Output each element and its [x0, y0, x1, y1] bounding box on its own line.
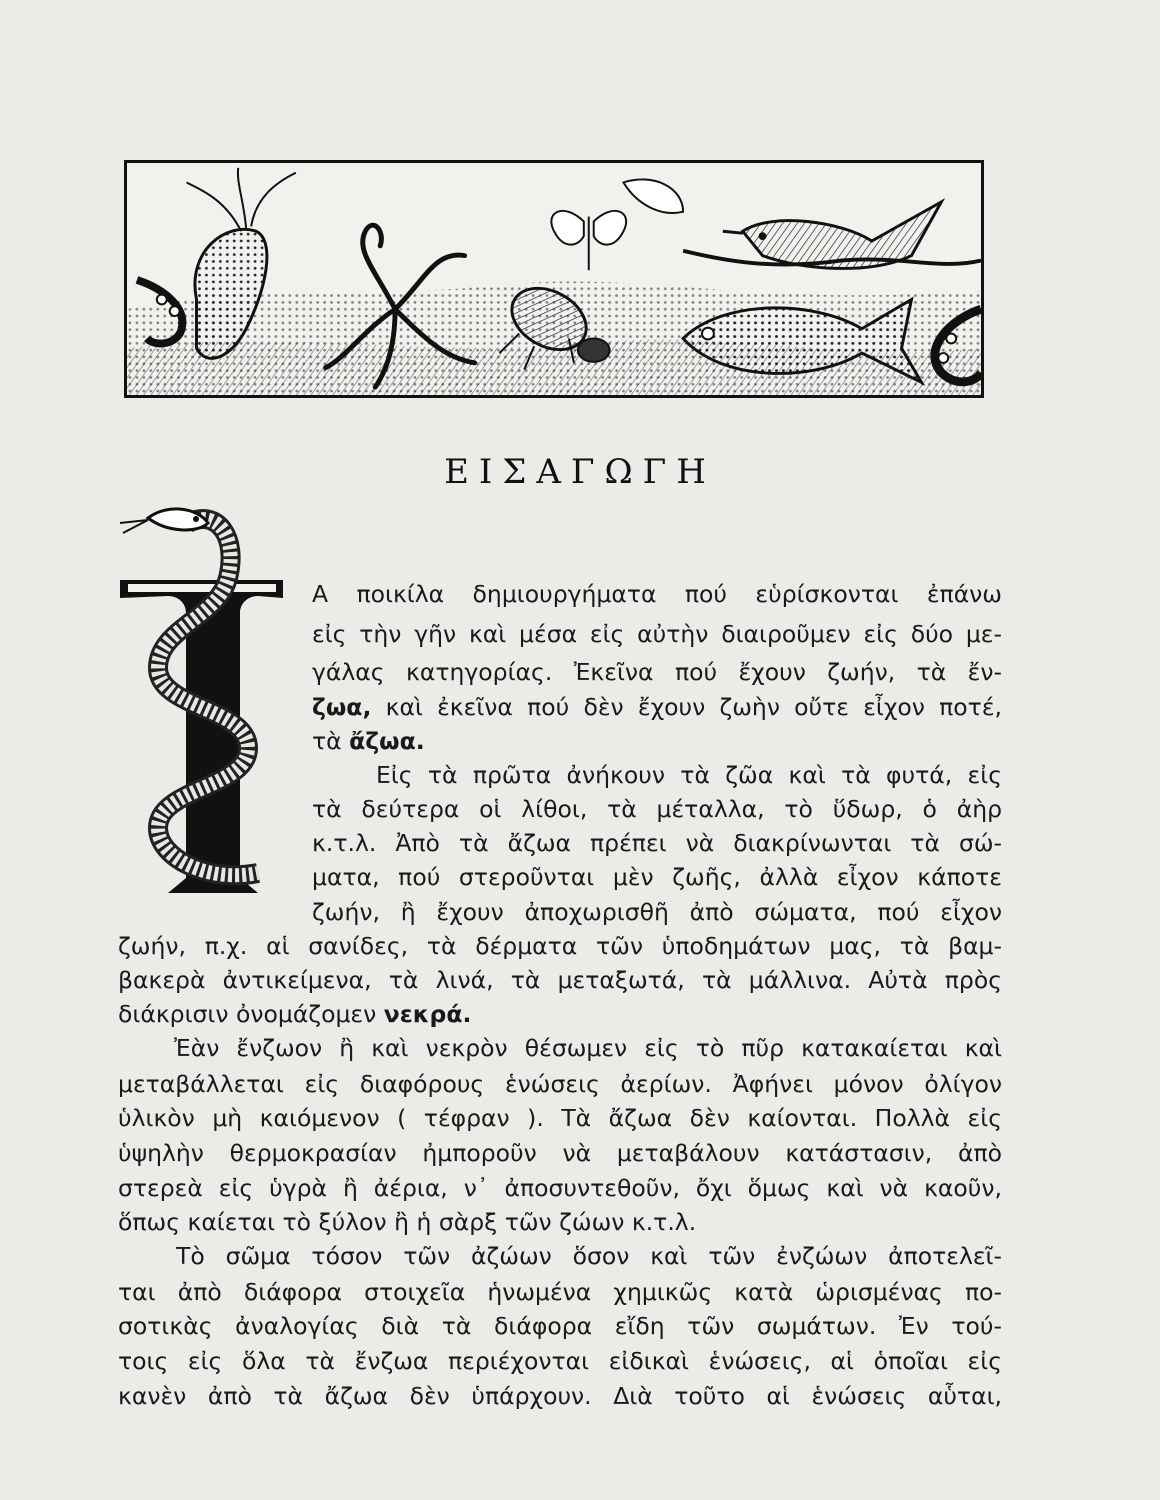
paragraph2-line2: τὰ δεύτερα οἱ λίθοι, τὰ μέταλλα, τὸ ὕδωρ, ὁ ἀὴρ [312, 795, 1002, 823]
paragraph1-line5-pre: τὰ [312, 727, 350, 755]
vignette-drawing [127, 163, 981, 395]
paragraph2-line5: ζωήν, ἢ ἔχουν ἀποχωρισθῆ ἀπὸ σώματα, πού εἶχον [312, 898, 1002, 926]
paragraph1-line4-rest: καὶ ἐκεῖνα πού δὲν ἔχουν ζωὴν οὔτε εἶχον ποτέ, [371, 693, 1002, 721]
paragraph2-line8-pre: διάκρισιν ὀνομάζομεν [118, 1000, 384, 1028]
paragraph2-line6: ζωήν, π.χ. αἱ σανίδες, τὰ δέρματα τῶν ὑποδημάτων μας, τὰ βαμ- [118, 932, 1002, 960]
paragraph4-line3: σοτικὰς ἀναλογίας διὰ τὰ διάφορα εἴδη τῶν σωμάτων. Ἐν τού- [118, 1312, 1002, 1340]
paragraph2-line3: κ.τ.λ. Ἀπὸ τὰ ἄζωα πρέπει νὰ διακρίνωνται τὰ σώ- [312, 829, 1002, 857]
paragraph4-line1: Τὸ σῶμα τόσον τῶν ἀζώων ὅσον καὶ τῶν ἐνζώων ἀποτελεῖ- [176, 1242, 1002, 1270]
paragraph3-line5: στερεὰ εἰς ὑγρὰ ἢ ἀέρια, ν᾿ ἀποσυντεθοῦν, ὄχι ὅμως καὶ νὰ καοῦν, [118, 1174, 1002, 1202]
snake-initial-drawing [108, 498, 298, 908]
paragraph2-line4: ματα, πού στεροῦνται μὲν ζωῆς, ἀλλὰ εἶχον κάποτε [312, 863, 1002, 891]
chapter-heading: ΕΙΣΑΓΩΓΗ [444, 452, 716, 492]
paragraph1-line5 [312, 726, 1002, 756]
paragraph2-line7: βακερὰ ἀντικείμενα, τὰ λινά, τὰ μεταξωτά, τὰ μάλλινα. Αὐτὰ πρὸς [118, 966, 1002, 994]
paragraph3-line3: ὑλικὸν μὴ καιόμενον ( τέφραν ). Τὰ ἄζωα δὲν καίονται. Πολλὰ εἰς [118, 1104, 1002, 1132]
nature-vignette-illustration [124, 160, 984, 398]
paragraph1-line4 [312, 692, 1002, 722]
paragraph3-line6: ὅπως καίεται τὸ ξύλον ἢ ἡ σὰρξ τῶν ζώων κ.τ.λ. [118, 1208, 697, 1236]
paragraph4-line2: ται ἀπὸ διάφορα στοιχεῖα ἡνωμένα χημικῶς κατὰ ὡρισμένας πο- [118, 1278, 1002, 1306]
paragraph1-line3: γάλας κατηγορίας. Ἐκεῖνα πού ἔχουν ζωήν, τὰ ἔν- [312, 658, 1002, 686]
bold-term-azoa: ἄζωα. [349, 727, 425, 755]
paragraph2-line8 [118, 999, 1002, 1029]
paragraph2-line1: Εἰς τὰ πρῶτα ἀνήκουν τὰ ζῶα καὶ τὰ φυτά, εἰς [376, 761, 1002, 789]
bold-term-nekra: νεκρά. [383, 1000, 472, 1028]
paragraph3-line2: μεταβάλλεται εἰς διαφόρους ἑνώσεις ἀερίων. Ἀφήνει μόνον ὀλίγον [118, 1070, 1002, 1098]
paragraph1-line2: εἰς τὴν γῆν καὶ μέσα εἰς αὐτὴν διαιροῦμεν εἰς δύο με- [312, 620, 1002, 648]
drop-cap-initial [108, 498, 298, 908]
paragraph3-line1: Ἐὰν ἔνζωον ἢ καὶ νεκρὸν θέσωμεν εἰς τὸ πῦρ κατακαίεται καὶ [174, 1034, 1002, 1062]
paragraph1-line1: Α ποικίλα δημιουργήματα πού εὑρίσκονται ἐπάνω [312, 580, 1002, 608]
paragraph4-line5: κανὲν ἀπὸ τὰ ἄζωα δὲν ὑπάρχουν. Διὰ τοῦτο αἱ ἑνώσεις αὗται, [118, 1382, 1002, 1410]
paragraph4-line4: τοις εἰς ὅλα τὰ ἔνζωα περιέχονται εἰδικαὶ ἑνώσεις, αἱ ὁποῖαι εἰς [118, 1347, 1002, 1375]
paragraph3-line4: ὑψηλὴν θερμοκρασίαν ἠμποροῦν νὰ μεταβάλουν κατάστασιν, ἀπὸ [118, 1139, 1002, 1167]
bold-term-enzoa: ζωα, [312, 693, 372, 721]
